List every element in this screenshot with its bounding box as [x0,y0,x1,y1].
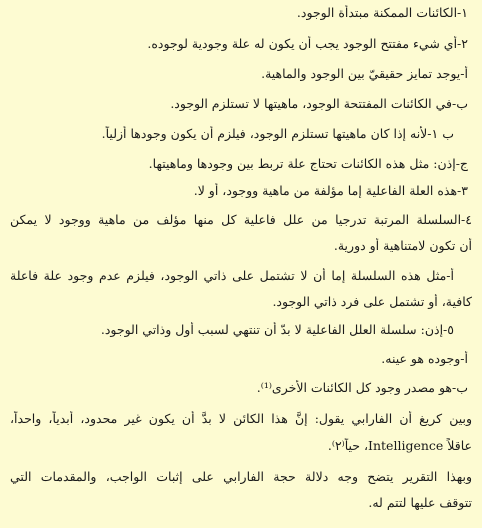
premise-2b: ب-في الكائنات المفتتحة الوجود، ماهيتها لا تستلزم الوجود. [170,96,468,111]
premise-1: ١-الكائنات الممكنة مبتدأة الوجود. [296,5,468,20]
premise-5a: أ-وجوده هو عينه. [381,351,468,366]
conclusion-paragraph-line2: تتوقف عليها لتتم له. [368,495,472,510]
premise-2a: أ-يوجد تمايز حقيقيّ بين الوجود والماهية. [261,66,468,81]
premise-3: ٣-هذه العلة الفاعلية إما مؤلفة من ماهية ووجود، أو لا. [193,183,468,198]
craig-paragraph-line2: عاقلاً Intelligence، حياً⁽٢⁾. [327,438,472,453]
conclusion-paragraph-line1: وبهذا التقرير يتضح وجه دلالة حجة الفارابي على إثبات الواجب، والمقدمات التي [10,469,472,484]
premise-5b: ب-هو مصدر وجود كل الكائنات الأخرى⁽¹⁾. [256,380,468,395]
premise-2c: ج-إذن: مثل هذه الكائنات تحتاج علة تربط بين وجودها وماهيتها. [148,156,468,171]
premise-2b1: ب ١-لأنه إذا كان ماهيتها تستلزم الوجود، فيلزم أن يكون وجودها أزلياً. [101,126,454,141]
premise-2: ٢-أي شيء مفتتح الوجود يجب أن يكون له علة وجودية لوجوده. [147,36,468,51]
premise-5: ٥-إذن: سلسلة العلل الفاعلية لا بدّ أن تنتهي لسبب أول وذاتي الوجود. [100,322,454,337]
premise-4-line1: ٤-السلسلة المرتبة تدرجيا من علل فاعلية كل منها مؤلف من ماهية ووجود لا يمكن [10,212,472,227]
premise-4-line2: أن تكون لامتناهية أو دورية. [333,238,472,253]
craig-paragraph-line1: وبين كريغ أن الفارابي يقول: إنَّ هذا الكائن لا بدَّ أن يكون غير محدود، أبدياً، واحداً، [10,411,472,426]
premise-4a-line1: أ-مثل هذه السلسلة إما أن لا تشتمل على ذاتي الوجود، فيلزم عدم وجود علة فاعلة [10,268,454,283]
premise-4a-line2: كافية، أو تشتمل على فرد ذاتي الوجود. [272,294,472,309]
